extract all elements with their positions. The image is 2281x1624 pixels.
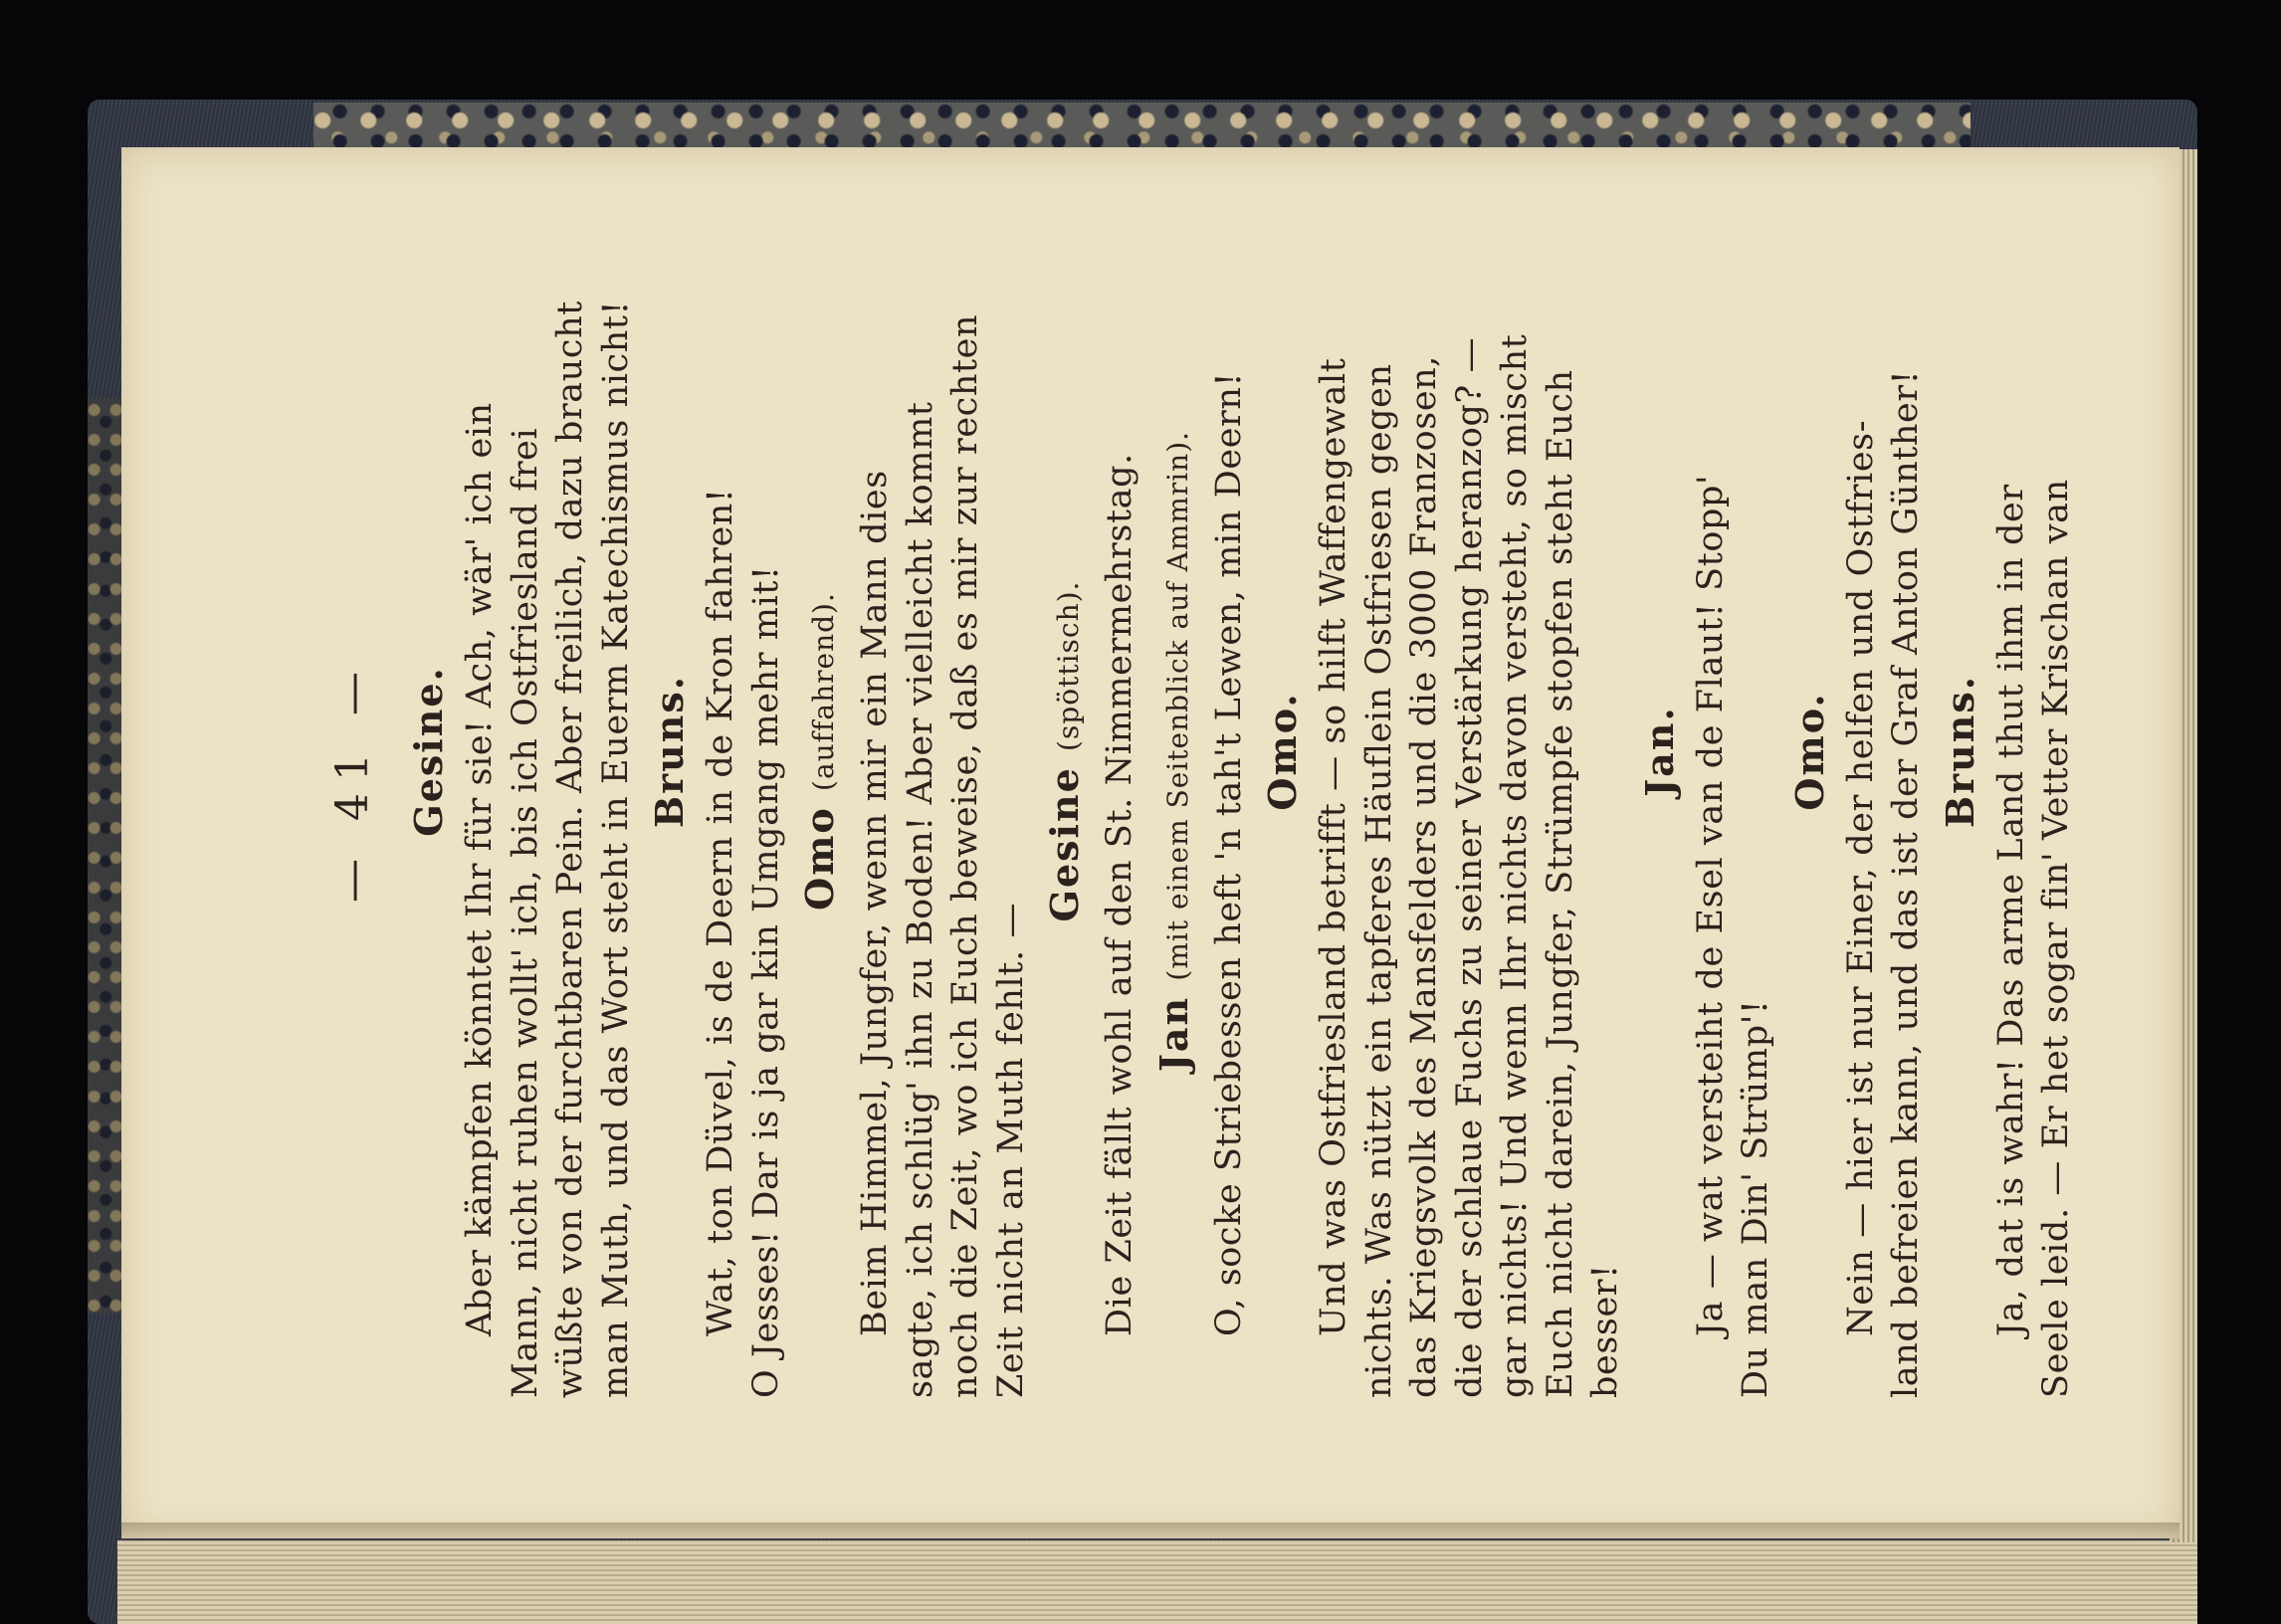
text-line: sagte, ich schlüg' ihn zu Boden! Aber vielleicht kommt [900, 401, 940, 1398]
speaker-label: Jan [1150, 995, 1196, 1073]
text-line: Euch nicht darein, Jungfer, Strümpfe stopfen steht Euch [1540, 369, 1580, 1398]
text-line: O Jesses! Dar is ja gar kin Umgang mehr mit! [745, 565, 786, 1398]
text-line: noch die Zeit, wo ich Euch beweise, daß es mir zur rechten [945, 313, 985, 1398]
text-line: Beim Himmel, Jungfer, wenn mir ein Mann dies [855, 470, 895, 1336]
speaker-label: Omo. [1260, 692, 1305, 811]
text-line: wüßte von der furchtbaren Pein. Aber freilich, dazu braucht [550, 301, 590, 1398]
speaker-label: Gesine. [406, 666, 451, 837]
text-line: man Muth, und das Wort steht in Euerm Katechismus nicht! [595, 300, 636, 1398]
page-number: — 41 — [327, 660, 378, 903]
text-line: Zeit nicht an Muth fehlt. — [990, 902, 1031, 1398]
text-line: O, socke Striebessen heft 'n tah't Lewen, min Deern! [1208, 371, 1249, 1336]
text-line: Und was Ostfriesland betrifft — so hilft Waffengewalt [1314, 357, 1353, 1336]
stage-direction: (mit einem Seitenblick auf Ammrin). [1160, 430, 1194, 981]
text-line: Du man Din' Strümp'! [1736, 999, 1775, 1398]
text-line: die der schlaue Fuchs zu seiner Verstärkung heranzog? — [1449, 336, 1490, 1398]
speaker-label: Bruns. [647, 674, 692, 829]
text-line: land befreien kann, und das ist der Graf Anton Günther! [1886, 369, 1926, 1398]
page-gutter-shadow [121, 1522, 2179, 1544]
speaker-name [404, 104, 454, 1398]
page-text-rotated [323, 124, 2076, 1438]
speaker-label: Omo [797, 806, 842, 911]
speaker-name [795, 104, 849, 1398]
stage-direction: (spöttisch). [1052, 580, 1085, 751]
text-line: Wat, ton Düvel, is de Deern in de Kron fahren! [701, 488, 740, 1336]
speaker-label: Jan. [1636, 706, 1682, 797]
speaker-name [1149, 104, 1203, 1398]
text-line: Seele leid. — Er het sogar fin' Vetter Krischan van [2036, 479, 2076, 1398]
speaker-name [1785, 104, 1835, 1398]
page-body [398, 104, 2080, 1398]
text-line: besser! [1585, 1264, 1625, 1398]
page-stack-bottom [117, 1540, 2197, 1624]
text-line: gar nichts! Und wenn Ihr nichts davon versteht, so mischt [1495, 333, 1535, 1398]
text-line: das Kriegsvolk des Mansfelders und die 3000 Franzosen, [1404, 354, 1444, 1398]
speaker-name [645, 104, 695, 1398]
text-line: Mann, nicht ruhen wollt' ich, bis ich Ostfriesland frei [505, 427, 545, 1398]
speaker-label: Omo. [1786, 692, 1832, 811]
text-line: Die Zeit fällt wohl auf den St. Nimmermehrstag. [1100, 453, 1140, 1336]
speaker-label: Gesine [1042, 766, 1087, 922]
text-line: Aber kämpfen könntet Ihr für sie! Ach, wär' ich ein [460, 402, 500, 1336]
stage-direction: (auffahrend). [807, 592, 840, 791]
speaker-label: Bruns. [1937, 674, 1982, 829]
text-line: nichts. Was nützt ein tapferes Häuflein Ostfriesen gegen [1358, 363, 1399, 1398]
text-line: Ja — wat versteiht de Esel van de Flaut! Stopp' [1690, 474, 1731, 1336]
speaker-name [1936, 104, 1985, 1398]
text-line: Ja, dat is wahr! Das arme Land thut ihm in der [1990, 484, 2031, 1336]
text-line: Nein — hier ist nur Einer, der helfen und Ostfries- [1840, 419, 1881, 1336]
speaker-name [1635, 104, 1685, 1398]
speaker-name [1040, 104, 1094, 1398]
speaker-name [1258, 104, 1308, 1398]
